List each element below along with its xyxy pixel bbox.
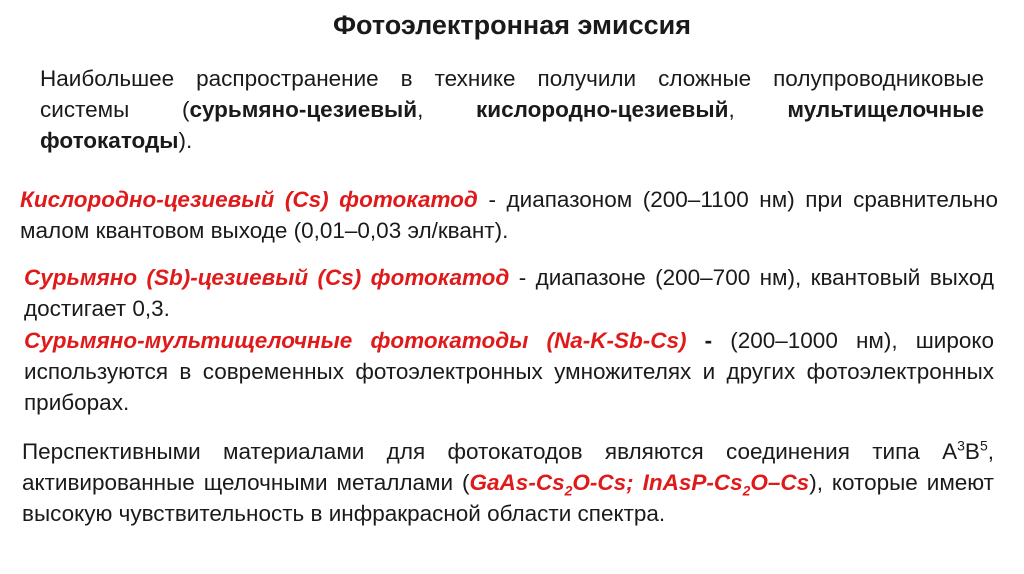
intro-term-antimony-cesium: сурьмяно-цезиевый bbox=[189, 97, 418, 122]
antimony-cesium-heading: Сурьмяно (Sb)-цезиевый (Cs) фотокатод bbox=[24, 265, 510, 290]
intro-term-multialkali: мультищелочные фотокатоды bbox=[40, 97, 984, 153]
formula-part-3: O–Cs bbox=[750, 470, 810, 495]
intro-term-oxygen-cesium: кислородно-цезиевый bbox=[476, 97, 729, 122]
antimony-cesium-text: - диапазоне (200–700 нм), квантовый выход достигает 0,3. bbox=[24, 265, 994, 321]
paragraph-intro bbox=[40, 63, 984, 156]
oxygen-cesium-heading: Кислородно-цезиевый (Cs) фотокатод bbox=[20, 187, 478, 212]
paragraph-oxygen-cesium bbox=[20, 184, 998, 246]
oxygen-cesium-text: - диапазоном (200–1100 нм) при сравнительно малом квантовом выходе (0,01–0,03 эл/квант). bbox=[20, 187, 998, 243]
multialkali-heading: Сурьмяно-мультищелочные фотокатоды (Na-K-Sb-Cs) bbox=[24, 328, 687, 353]
formula-part-2: O-Cs; InAsP-Cs bbox=[572, 470, 743, 495]
formula-part-1: GaAs-Cs bbox=[469, 470, 565, 495]
prospective-text-1: Перспективными материалами для фотокатодов являются соединения типа А bbox=[22, 439, 958, 464]
multialkali-dash: - bbox=[686, 328, 731, 353]
superscript-5: 5 bbox=[979, 437, 988, 454]
prospective-text-4: ), которые имеют высокую чувствительность в инфракрасной области спектра. bbox=[22, 470, 994, 526]
paragraph-prospective bbox=[22, 436, 994, 529]
superscript-3: 3 bbox=[957, 437, 965, 454]
slide-title: Фотоэлектронная эмиссия bbox=[332, 10, 692, 40]
paragraph-antimony-cesium bbox=[24, 262, 994, 324]
formula-subscript-2: 2 bbox=[742, 482, 751, 499]
intro-text-2: , bbox=[417, 97, 477, 122]
formula-subscript-1: 2 bbox=[564, 482, 573, 499]
paragraph-multialkali bbox=[24, 325, 994, 418]
multialkali-text: (200–1000 нм), широко используются в современных фотоэлектронных умножителях и других фотоэлектронных приборах. bbox=[24, 328, 995, 415]
prospective-text-3: , активированные щелочными металлами ( bbox=[22, 439, 994, 495]
intro-text-3: , bbox=[728, 97, 788, 122]
prospective-text-2: В bbox=[964, 439, 980, 464]
intro-text-4: ). bbox=[178, 128, 193, 153]
intro-text-1: Наибольшее распространение в технике получили сложные полупроводниковые системы ( bbox=[40, 66, 984, 122]
